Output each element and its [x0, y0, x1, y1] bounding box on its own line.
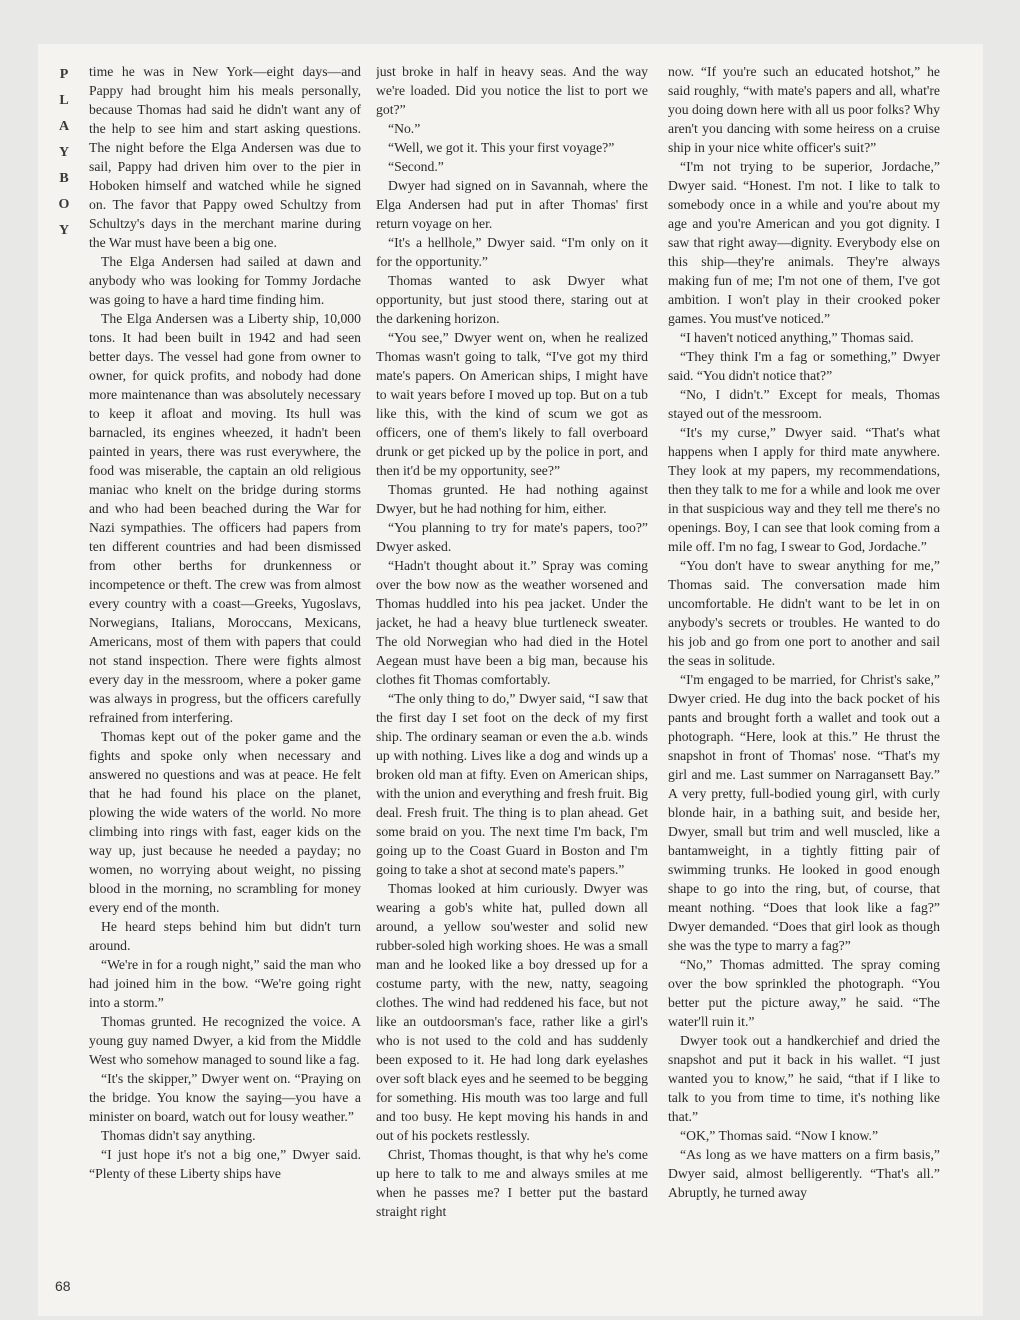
text-column-3	[668, 62, 940, 1292]
paragraph: He heard steps behind him but didn't turn around.	[89, 919, 361, 953]
sidebar-letter: L	[59, 93, 69, 108]
sidebar-letter: Y	[58, 145, 70, 160]
paragraph: Dwyer took out a handkerchief and dried the snapshot and put it back in his wallet. “I just wanted you to know,” he said, “that if I like to talk to you from time to time, it's nothing like that.”	[668, 1033, 940, 1124]
paragraph: “You don't have to swear anything for me,” Thomas said. The conversation made him uncomfortable. He didn't want to be let in on anybody's secrets or troubles. He wanted to do his job and go from one port to another and sail the seas in solitude.	[668, 558, 940, 668]
text-column-1	[89, 62, 361, 1292]
sidebar-letter: Y	[58, 223, 70, 238]
paragraph: “No, I didn't.” Except for meals, Thomas stayed out of the messroom.	[668, 387, 940, 421]
paragraph: just broke in half in heavy seas. And the way we're loaded. Did you notice the list to port we got?”	[376, 64, 648, 117]
paragraph: “Well, we got it. This your first voyage?”	[388, 140, 615, 155]
paragraph: “As long as we have matters on a firm basis,” Dwyer said, almost belligerently. “That's all.” Abruptly, he turned away	[668, 1147, 940, 1200]
paragraph: “Hadn't thought about it.” Spray was coming over the bow now as the weather worsened and Thomas huddled into his pea jacket. Under the jacket, he had a heavy blue turtleneck sweater. The old Norwegian who had died in the Hotel Aegean must have been a big man, because his clothes fit Thomas comfortably.	[376, 558, 648, 687]
paragraph: “You planning to try for mate's papers, too?” Dwyer asked.	[376, 520, 648, 554]
paragraph: Thomas didn't say anything.	[101, 1128, 256, 1143]
paragraph: Thomas kept out of the poker game and the fights and spoke only when necessary and answered no questions and was at peace. He felt that he had found his place on the planet, plowing the wide waters of the world. No more climbing into rings with fast, eager kids on the way up, just because he needed a payday; no women, no worrying about weight, no pissing blood in the morning, no scrambling for money every end of the month.	[89, 729, 361, 915]
paragraph: “I just hope it's not a big one,” Dwyer said. “Plenty of these Liberty ships have	[89, 1147, 361, 1181]
page-number: 68	[55, 1278, 71, 1294]
paragraph: “I haven't noticed anything,” Thomas said.	[680, 330, 914, 345]
paragraph: Christ, Thomas thought, is that why he's come up here to talk to me and always smiles at me when he passes me? I better put the bastard straight right	[376, 1147, 648, 1219]
paragraph: The Elga Andersen had sailed at dawn and anybody who was looking for Tommy Jordache was going to have a hard time finding him.	[89, 254, 361, 307]
sidebar-letter: A	[58, 119, 70, 134]
paragraph: “I'm engaged to be married, for Christ's sake,” Dwyer cried. He dug into the back pocket of his pants and brought forth a wallet and took out a photograph. “Here, look at this.” He thrust the snapshot in front of Thomas' nose. “That's my girl and me. Last summer on Narragansett Bay.” A very pretty, full-bodied young girl, with curly blonde hair, in a bathing suit, and beside her, Dwyer, small but trim and well muscled, like a bantamweight, in a tightly fitting pair of swimming trunks. He looked in good enough shape to go into the ring, but, of course, that meant nothing. “Does that look like a fag?” Dwyer demanded. “Does that girl look as though she was the type to marry a fag?”	[668, 672, 940, 953]
magazine-name-vertical	[56, 62, 72, 244]
text-column-2	[376, 62, 648, 1292]
paragraph: “You see,” Dwyer went on, when he realized Thomas wasn't going to talk, “I've got my third mate's papers. On American ships, I might have to wait years before I moved up top. But on a tub like this, with the kind of scum we got as officers, one of them's likely to fall overboard drunk or get picked up by the police in port, and then it'd be my opportunity, see?”	[376, 330, 648, 478]
paragraph: time he was in New York—eight days—and Pappy had brought him his meals personally, because Thomas had said he didn't want any of the help to see him and start asking questions. The night before the Elga Andersen was due to sail, Pappy had driven him over to the pier in Hoboken himself and watched while he signed on. The favor that Pappy owed Schultzy from Schultzy's days in the merchant marine during the War must have been a big one.	[89, 64, 361, 250]
paragraph: Thomas wanted to ask Dwyer what opportunity, but just stood there, staring out at the darkening horizon.	[376, 273, 648, 326]
sidebar-letter: B	[59, 171, 69, 186]
paragraph: “OK,” Thomas said. “Now I know.”	[680, 1128, 879, 1143]
paragraph: “Second.”	[388, 159, 444, 174]
paragraph: now. “If you're such an educated hotshot,” he said roughly, “with mate's papers and all, what're you doing down here with all us poor folks? Why aren't you dancing with some heiress on a cruise ship in your nice white officer's suit?”	[668, 64, 940, 155]
paragraph: “We're in for a rough night,” said the man who had joined him in the bow. “We're going right into a storm.”	[89, 957, 361, 1010]
paragraph: “No.”	[388, 121, 421, 136]
paragraph: “It's the skipper,” Dwyer went on. “Praying on the bridge. You know the saying—you have a minister on board, watch out for lousy weather.”	[89, 1071, 361, 1124]
paragraph: “It's a hellhole,” Dwyer said. “I'm only on it for the opportunity.”	[376, 235, 648, 269]
paragraph: “They think I'm a fag or something,” Dwyer said. “You didn't notice that?”	[668, 349, 940, 383]
paragraph: “I'm not trying to be superior, Jordache,” Dwyer said. “Honest. I'm not. I like to talk to somebody once in a while and you're about my age and you're American and you got dignity. I saw that right away—dignity. Everybody else on this ship—they're animals. They're always making fun of me; I'm not one of them, I've got ambition. I won't play in their crooked poker games. You must've noticed.”	[668, 159, 940, 326]
sidebar-letter: P	[59, 67, 69, 82]
paragraph: “The only thing to do,” Dwyer said, “I saw that the first day I set foot on the deck of my first ship. The ordinary seaman or even the a.b. winds up with nothing. Lives like a dog and winds up a broken old man at fifty. Even on American ships, with the union and everything and fresh fruit. Big deal. Fresh fruit. The thing is to plan ahead. Get some braid on you. The next time I'm back, I'm going up to the Coast Guard in Boston and I'm going to take a shot at second mate's papers.”	[376, 691, 648, 877]
paragraph: Dwyer had signed on in Savannah, where the Elga Andersen had put in after Thomas' first return voyage on her.	[376, 178, 648, 231]
paragraph: “No,” Thomas admitted. The spray coming over the bow sprinkled the photograph. “You better put the picture away,” he said. “The water'll ruin it.”	[668, 957, 940, 1029]
paragraph: Thomas grunted. He had nothing against Dwyer, but he had nothing for him, either.	[376, 482, 648, 516]
paragraph: Thomas grunted. He recognized the voice. A young guy named Dwyer, a kid from the Middle West who somehow managed to sound like a fag.	[89, 1014, 361, 1067]
paragraph: “It's my curse,” Dwyer said. “That's what happens when I apply for third mate anywhere. They look at my papers, my recommendations, then they talk to me for a while and look me over in that suspicious way and they tell me there's no openings. Boy, I can see that look coming from a mile off. I'm no fag, I swear to God, Jordache.”	[668, 425, 940, 554]
sidebar-letter: O	[58, 197, 70, 212]
paragraph: Thomas looked at him curiously. Dwyer was wearing a gob's white hat, pulled down all around, a yellow sou'wester and solid new rubber-soled high working shoes. He was a small man and he looked like a boy dressed up for a costume party, with the new, natty, seagoing clothes. The wind had reddened his face, but not like an outdoorsman's face, rather like a girl's who is not used to the cold and has suddenly been exposed to it. He had long dark eyelashes over soft black eyes and he seemed to be begging for something. His mouth was too large and full and too busy. He kept moving his hands in and out of his pockets restlessly.	[376, 881, 648, 1143]
paragraph: The Elga Andersen was a Liberty ship, 10,000 tons. It had been built in 1942 and had seen better days. The vessel had gone from owner to owner, for quick profits, and nobody had done more maintenance than was absolutely necessary to keep it afloat and moving. Its hull was barnacled, its engines wheezed, it hadn't been painted in years, there was rust everywhere, the food was miserable, the captain an old religious maniac who knelt on the bridge during storms and who had been beached during the War for Nazi sympathies. The officers had papers from ten different countries and had been dismissed from other berths for drunkenness or incompetence or theft. The crew was from almost every country with a coast—Greeks, Yugoslavs, Norwegians, Italians, Moroccans, Mexicans, Americans, most of them with papers that could not stand inspection. There were fights almost every day in the messroom, where a poker game was always in progress, but the officers carefully refrained from interfering.	[89, 311, 361, 725]
